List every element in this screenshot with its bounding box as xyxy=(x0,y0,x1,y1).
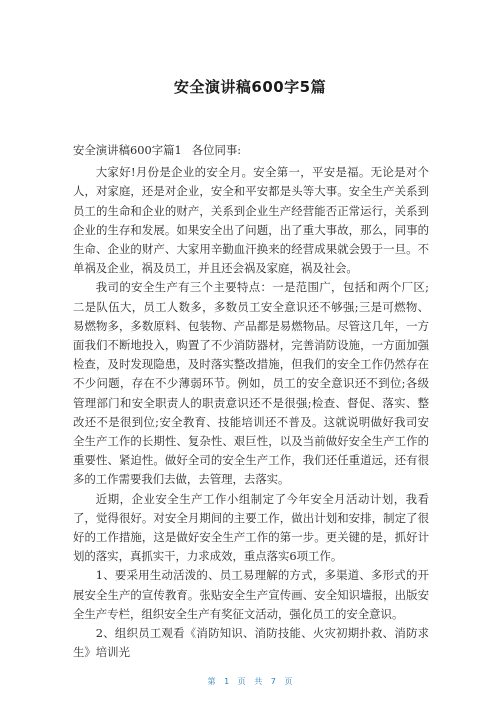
paragraph-5: 2、组织员工观看《消防知识、消防技能、火灾初期扑救、消防求生》培训光 xyxy=(73,626,429,660)
section-heading xyxy=(73,141,429,160)
greeting: 各位同事: xyxy=(191,143,242,157)
paragraph-2: 我司的安全生产有三个主要特点：一是范围广，包括和两个厂区;二是队伍大，员工人数多，多数员工安全意识还不够强;三是可燃物、易燃物多，多数原料、包装物、产品都是易燃物品。尽管这几年，一方面我们不断地投入，购置了不少消防器材，完善消防设施，一方面加强检查，及时发现隐患，及时落实整改措施，但我们的安全工作仍然存在不少问题，存在不少薄弱环节。例如，员工的安全意识还不到位;各级管理部门和安全职责人的职责意识还不是很强;检查、督促、落实、整改还不是很到位;安全教育、技能培训还不普及。这就说明做好我司安全生产工作的长期性、复杂性、艰巨性，以及当前做好安全生产工作的重要性、紧迫性。做好全司的安全生产工作，我们还任重道远，还有很多的工作需要我们去做，去管理，去落实。 xyxy=(73,280,429,487)
paragraph-1: 大家好!月份是企业的安全月。安全第一，平安是福。无论是对个人，对家庭，还是对企业，安全和平安都是头等大事。安全生产关系到员工的生命和企业的财产，关系到企业生产经营能否正常运行，关系到企业的生存和发展。如果安全出了问题，出了重大事故，那么，同事的生命、企业的财产、大家用辛勤血汗换来的经营成果就会毁于一旦。不单祸及企业，祸及员工，并且还会祸及家庭，祸及社会。 xyxy=(73,165,429,276)
document-body xyxy=(73,141,429,662)
paragraph-4: 1、要采用生动活泼的、员工易理解的方式，多渠道、多形式的开展安全生产的宣传教育。张贴安全生产宣传画、安全知识墙报，出版安全生产专栏，组织安全生产有奖征文活动，强化员工的安全意识。 xyxy=(73,568,429,621)
paragraph-3: 近期，企业安全生产工作小组制定了今年安全月活动计划，我看了，觉得很好。对安全月期间的主要工作，做出计划和安排，制定了很好的工作措施，这是做好安全生产工作的第一步。更关键的是，抓好计划的落实，真抓实干，力求成效，重点落实6项工作。 xyxy=(73,491,429,564)
document-title: 安全演讲稿600字5篇 xyxy=(173,78,327,96)
page-number-footer: 第 1 页 共 7 页 xyxy=(207,677,293,686)
section-subtitle: 安全演讲稿600字篇1 xyxy=(73,143,182,157)
